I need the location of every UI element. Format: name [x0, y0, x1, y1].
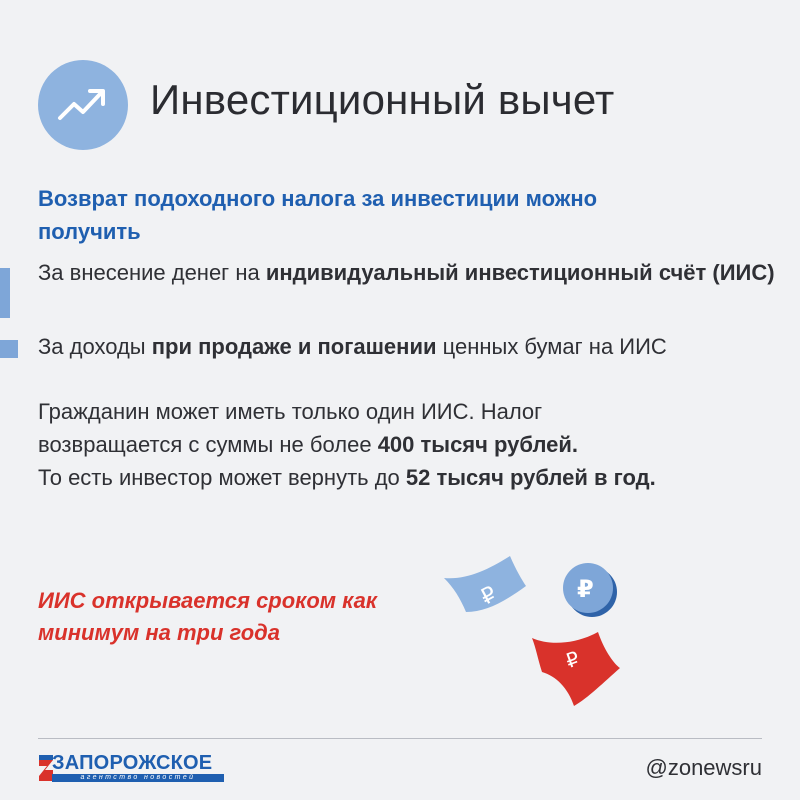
money-illustration	[438, 550, 638, 710]
list-item-text: За внесение денег на	[38, 260, 266, 285]
svg-text:₽: ₽	[562, 645, 583, 673]
list-item-bold-text: при продаже и погашении	[151, 334, 437, 359]
highlight-note: ИИС открывается сроком как минимум на три года	[38, 588, 377, 645]
list-item	[38, 257, 778, 289]
page-title: Инвестиционный вычет	[150, 76, 615, 123]
list-item	[38, 331, 778, 363]
trend-up-arrow-icon	[38, 60, 128, 150]
paragraph-line: Гражданин может иметь только один ИИС. Налог	[38, 399, 543, 424]
ruble-banknote-blue-icon	[444, 556, 526, 612]
svg-text:₽: ₽	[476, 581, 501, 611]
paragraph-line	[38, 461, 778, 494]
list-marker	[0, 268, 10, 318]
subtitle: Возврат подоходного налога за инвестиции можно получить	[38, 186, 598, 244]
social-handle: @zonewsru	[645, 755, 762, 780]
ruble-coin-icon	[563, 563, 617, 617]
info-paragraph	[38, 395, 778, 494]
logo-text: ЗАПОРОЖСКОЕ	[52, 752, 213, 774]
footer-divider	[38, 738, 762, 739]
list-item-bold-text: индивидуальный инвестиционный счёт (ИИС)	[265, 260, 775, 285]
paragraph-bold-text: 400 тысяч рублей.	[377, 432, 579, 457]
list-item-text: ценных бумаг на ИИС	[436, 334, 667, 359]
agency-logo	[38, 752, 228, 786]
svg-text:₽: ₽	[577, 575, 594, 603]
paragraph-text: возвращается с суммы не более	[38, 432, 378, 457]
paragraph-bold-text: 52 тысяч рублей в год.	[405, 465, 656, 490]
paragraph-text: То есть инвестор может вернуть до	[38, 465, 406, 490]
paragraph-line	[38, 428, 778, 461]
list-item-text: За доходы	[38, 334, 152, 359]
list-marker	[0, 340, 18, 358]
logo-subtitle: агентство новостей	[52, 774, 224, 782]
ruble-banknote-red-icon	[532, 632, 620, 706]
